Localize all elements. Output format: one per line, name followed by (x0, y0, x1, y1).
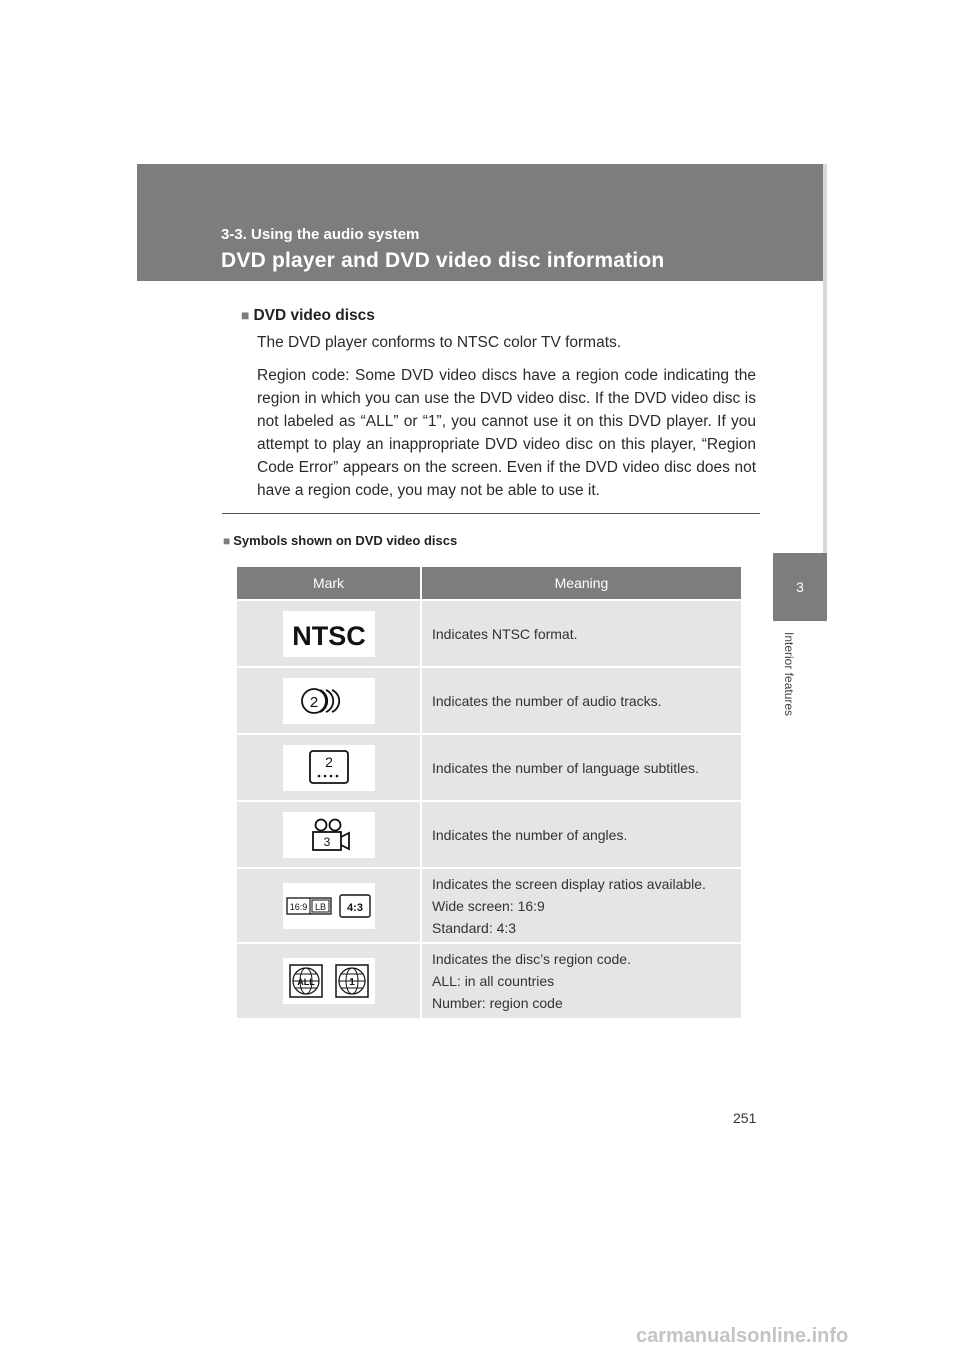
angles-icon (283, 812, 375, 858)
table-row (237, 600, 741, 667)
table-row (237, 667, 741, 734)
meaning-text: Wide screen: 16:9 (432, 897, 545, 914)
square-bullet-icon: ■ (223, 534, 231, 548)
svg-text:16:9: 16:9 (289, 901, 307, 912)
table-row (237, 734, 741, 801)
chapter-label: Interior features (782, 632, 796, 717)
column-header-mark: Mark (237, 567, 421, 600)
meaning-text: Indicates the screen display ratios available. (432, 875, 706, 892)
paragraph-region-code: Region code: Some DVD video discs have a region code indicating the region in which you can use the DVD video disc. If the DVD video disc is not labeled as “ALL” or “1”, you cannot use it on this DVD player. If you attempt to play an inappropriate DVD video disc on this player, “Region Code Error” appears on the screen. Even if the DVD video disc does not have a region code, you may not be able to use it. (257, 367, 756, 499)
section-label: 3-3. Using the audio system (221, 226, 420, 243)
aspect-ratio-icon (283, 883, 375, 929)
meaning-text: Standard: 4:3 (432, 919, 517, 936)
symbols-table (237, 567, 741, 1018)
column-header-meaning: Meaning (421, 567, 741, 600)
meaning-text: Indicates the disc’s region code. (432, 951, 631, 967)
meaning-text: Indicates the number of language subtitles. (432, 759, 699, 776)
meaning-text: Indicates the number of angles. (432, 826, 628, 843)
chapter-tab[interactable] (773, 553, 827, 621)
watermark[interactable]: carmanualsonline.info (636, 1325, 849, 1347)
table-row (237, 943, 741, 1018)
svg-text:NTSC: NTSC (291, 620, 366, 651)
paragraph-ntsc: The DVD player conforms to NTSC color TV formats. (257, 334, 622, 351)
svg-text:3: 3 (323, 834, 330, 849)
divider (222, 513, 760, 514)
svg-text:LB: LB (314, 901, 326, 912)
page-title: DVD player and DVD video disc information (221, 249, 665, 272)
chapter-number: 3 (796, 579, 804, 595)
region-code-icon (283, 958, 375, 1004)
side-strip (823, 164, 827, 553)
ntsc-icon (283, 611, 375, 657)
audio-tracks-icon (283, 678, 375, 724)
square-bullet-icon: ■ (241, 307, 250, 323)
meaning-text: Number: region code (432, 995, 563, 1011)
svg-text:2: 2 (309, 693, 318, 711)
section-heading: ■ DVD video discs (241, 307, 375, 324)
subtitles-icon (283, 745, 375, 791)
svg-text:ALL: ALL (296, 977, 315, 987)
page-number: 251 (733, 1110, 757, 1126)
table-row (237, 868, 741, 943)
meaning-text: Indicates NTSC format. (432, 625, 578, 642)
dvd-video-discs-section (241, 304, 756, 512)
svg-text:2: 2 (324, 753, 333, 770)
table-title: ■ Symbols shown on DVD video discs (223, 533, 458, 548)
table-row (237, 801, 741, 868)
svg-text:4:3: 4:3 (346, 901, 363, 914)
svg-text:1: 1 (348, 977, 355, 988)
meaning-text: ALL: in all countries (432, 973, 555, 989)
meaning-text: Indicates the number of audio tracks. (432, 692, 662, 709)
